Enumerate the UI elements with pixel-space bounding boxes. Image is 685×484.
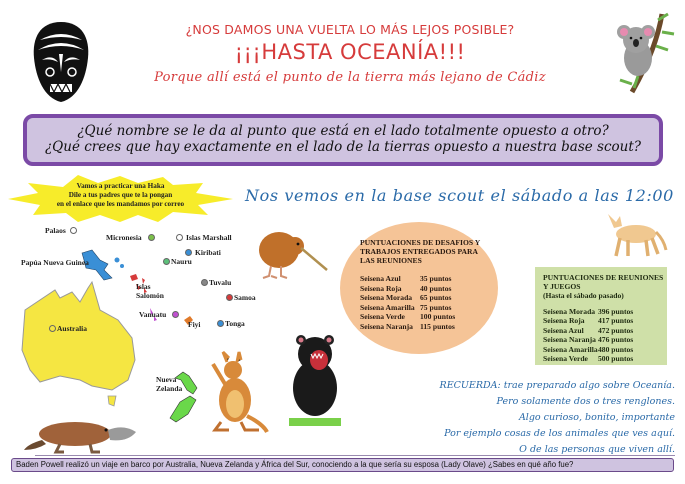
team-name: Seisena Amarilla: [360, 302, 415, 312]
score-row: [543, 345, 633, 354]
team-name: Seisena Roja: [360, 283, 402, 293]
score-row: [360, 303, 455, 313]
haka-burst: [8, 175, 233, 223]
team-name: Seisena Naranja: [360, 321, 413, 331]
score-row: [360, 312, 455, 322]
reminder-line-2: Pero solamente dos o tres renglones.: [496, 396, 675, 407]
header-question: ¿NOS DAMOS UNA VUELTA LO MÁS LEJOS POSIBLE?: [185, 22, 515, 37]
team-points: 115 puntos: [420, 321, 455, 331]
map-label-tuvalu: Tuvalu: [209, 278, 232, 287]
team-points: 35 puntos: [420, 274, 452, 283]
team-name: Seisena Verde: [360, 312, 405, 322]
score-row: [543, 354, 633, 363]
map-label-australia: Australia: [57, 324, 87, 333]
team-points: 476 puntos: [598, 335, 634, 345]
reminder-line-3: Algo curioso, bonito, importante: [518, 412, 675, 423]
kiwi-image: [255, 224, 330, 282]
score-row: [543, 326, 633, 335]
reminder-line-1: RECUERDA: trae preparado algo sobre Oceanía.: [439, 380, 675, 391]
meeting-scores-title: PUNTUACIONES DE REUNIONES Y JUEGOS: [543, 273, 664, 291]
meeting-scores-subtitle: (Hasta el sábado pasado): [543, 290, 624, 300]
score-row: [360, 322, 455, 332]
score-row: [360, 284, 455, 294]
reminder-text: [395, 378, 675, 458]
team-name: Seisena Morada: [543, 307, 596, 316]
team-points: 500 puntos: [598, 354, 634, 364]
reminder-line-5: O de las personas que viven allí.: [519, 444, 675, 455]
team-name: Seisena Morada: [360, 293, 413, 303]
team-points: 417 puntos: [598, 316, 634, 326]
team-name: Seisena Azul: [360, 274, 401, 283]
kangaroo-image: [205, 350, 270, 435]
map-label-islas-marshall: Islas Marshall: [186, 233, 232, 242]
map-label-vanuatu: Vanuatu: [139, 310, 167, 319]
map-label-islas-salomon: Islas Salomón: [136, 282, 164, 300]
team-points: 480 puntos: [598, 344, 634, 354]
map-label-kiribati: Kiribati: [195, 248, 221, 257]
map-label-samoa: Samoa: [234, 293, 256, 302]
tasmanian-devil-image: [285, 328, 345, 428]
challenge-scores-list: [360, 274, 455, 332]
palaos-marker-icon: [70, 227, 77, 234]
team-name: Seisena Verde: [543, 354, 588, 364]
challenge-scores-title: PUNTUACIONES DE DESAFIOS Y TRABAJOS ENTREGADOS PARA LAS REUNIONES: [360, 238, 480, 265]
haka-line-3: en el enlace que les mandamos por correo: [56, 200, 185, 208]
meeting-scores-list: [543, 307, 633, 363]
question-2: ¿Qué crees que hay exactamente en el lado de la tierras opuesto a nuestra base scout?: [44, 139, 642, 155]
meeting-notice: Nos vemos en la base scout el sábado a las 12:00: [245, 186, 674, 205]
micronesia-marker-icon: [148, 234, 155, 241]
team-name: Seisena Amarilla: [543, 344, 598, 354]
platypus-image: [20, 412, 140, 457]
map-label-nueva-zelanda: Nueva Zelanda: [156, 375, 183, 393]
team-points: 75 puntos: [420, 302, 452, 312]
nauru-marker-icon: [163, 258, 170, 265]
vanuatu-marker-icon: [172, 311, 179, 318]
team-points: 100 puntos: [420, 312, 456, 322]
score-row: [360, 293, 455, 303]
tuvalu-marker-icon: [201, 279, 208, 286]
samoa-marker-icon: [226, 294, 233, 301]
map-label-micronesia: Micronesia: [106, 233, 142, 242]
map-label-tonga: Tonga: [225, 319, 245, 328]
team-points: 472 puntos: [598, 325, 634, 335]
header-subtitle: Porque allí está el punto de la tierra más lejano de Cádiz: [154, 70, 546, 85]
map-label-palaos: Palaos: [45, 226, 66, 235]
team-points: 40 puntos: [420, 283, 452, 293]
page-title: ¡¡¡HASTA OCEANÍA!!!: [234, 40, 466, 64]
reminder-line-4: Por ejemplo cosas de los animales que ves aquí.: [444, 428, 675, 439]
divider: [35, 455, 675, 456]
map-label-papua-nueva-guinea: Papúa Nueva Guinea: [21, 258, 89, 267]
footer-question: Baden Powell realizó un viaje en barco por Australia, Nueva Zelanda y África del Sur, conociendo a la que sería su esposa (Lady Olave) ¿Sabes en qué año fue?: [11, 458, 674, 472]
tonga-marker-icon: [217, 320, 224, 327]
team-name: Seisena Naranja: [543, 335, 596, 345]
score-row: [360, 274, 455, 284]
maori-mask-image: [30, 20, 92, 104]
question-box: [23, 114, 663, 166]
score-row: [543, 335, 633, 344]
team-name: Seisena Roja: [543, 316, 585, 326]
kiribati-marker-icon: [185, 249, 192, 256]
haka-line-2: Dile a tus padres que te la pongan: [68, 191, 173, 199]
team-name: Seisena Azul: [543, 325, 584, 335]
dingo-image: [600, 210, 670, 260]
australia-marker-icon: [49, 325, 56, 332]
islas-marshall-marker-icon: [176, 234, 183, 241]
map-label-nauru: Nauru: [171, 257, 192, 266]
team-points: 396 puntos: [598, 307, 634, 316]
question-1: ¿Qué nombre se le da al punto que está en el lado totalmente opuesto a otro?: [77, 123, 609, 139]
meeting-scores-panel: [535, 267, 667, 365]
challenge-scores-panel: [340, 222, 498, 354]
map-label-fiyi: Fiyi: [188, 320, 201, 329]
score-row: [543, 307, 633, 316]
koala-image: [612, 10, 677, 95]
haka-line-1: Vamos a practicar una Haka: [76, 182, 165, 190]
score-row: [543, 316, 633, 325]
team-points: 65 puntos: [420, 293, 452, 303]
